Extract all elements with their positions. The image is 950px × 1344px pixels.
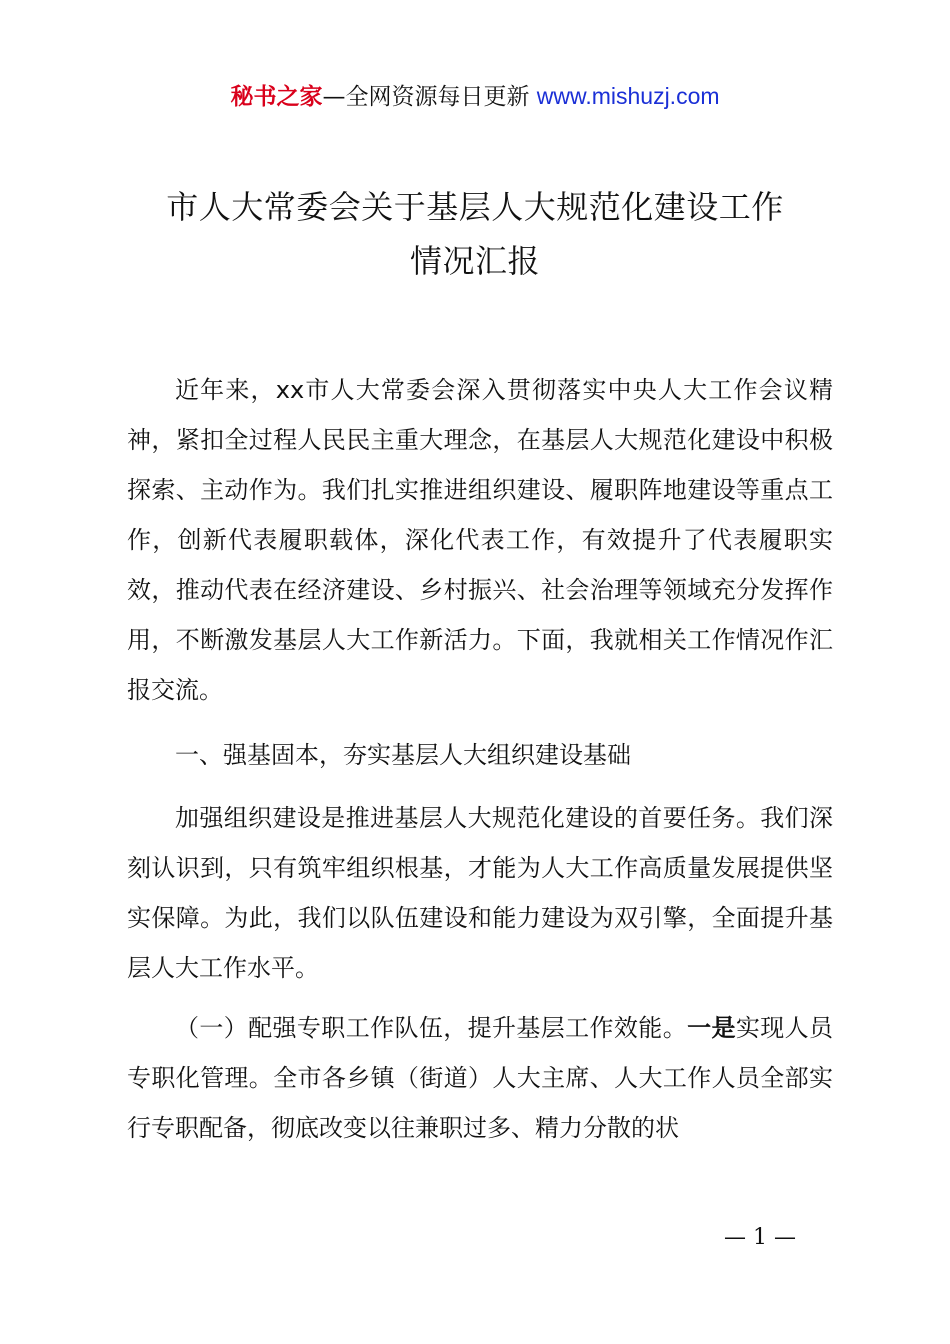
document-title: [60, 180, 890, 288]
paragraph-intro: 近年来，xx市人大常委会深入贯彻落实中央人大工作会议精神，紧扣全过程人民民主重大理念，在基层人大规范化建设中积极探索、主动作为。我们扎实推进组织建设、履职阵地建设等重点工作，创新代表履职载体，深化代表工作，有效提升了代表履职实效，推动代表在经济建设、乡村振兴、社会治理等领域充分发挥作用，不断激发基层人大工作新活力。下面，我就相关工作情况作汇报交流。: [127, 376, 833, 704]
section-heading-1: 一、强基固本，夯实基层人大组织建设基础: [175, 741, 631, 769]
paragraph-staffing: [127, 1003, 833, 1153]
subheading-staffing: （一）配强专职工作队伍，提升基层工作效能。: [175, 1014, 688, 1042]
banner-url[interactable]: www.mishuzj.com: [536, 83, 720, 109]
paragraph-organization: 加强组织建设是推进基层人大规范化建设的首要任务。我们深刻认识到，只有筑牢组织根基，才能为人大工作高质量发展提供坚实保障。为此，我们以队伍建设和能力建设为双引擎，全面提升基层人大工作水平。: [127, 804, 833, 982]
page-number: — 1 —: [724, 1225, 796, 1250]
title-line-1: 市人大常委会关于基层人大规范化建设工作: [166, 188, 784, 226]
banner-tagline: —全网资源每日更新: [322, 84, 530, 110]
site-banner: [0, 80, 950, 113]
paragraph-staffing-text: 实现人员专职化管理。全市各乡镇（街道）人大主席、人大工作人员全部实行专职配备，彻底改变以往兼职过多、精力分散的状: [127, 1014, 834, 1142]
point-label-first: 一是: [687, 1014, 736, 1042]
title-line-2: 情况汇报: [409, 242, 540, 280]
banner-brand: 秘书之家: [230, 84, 323, 110]
